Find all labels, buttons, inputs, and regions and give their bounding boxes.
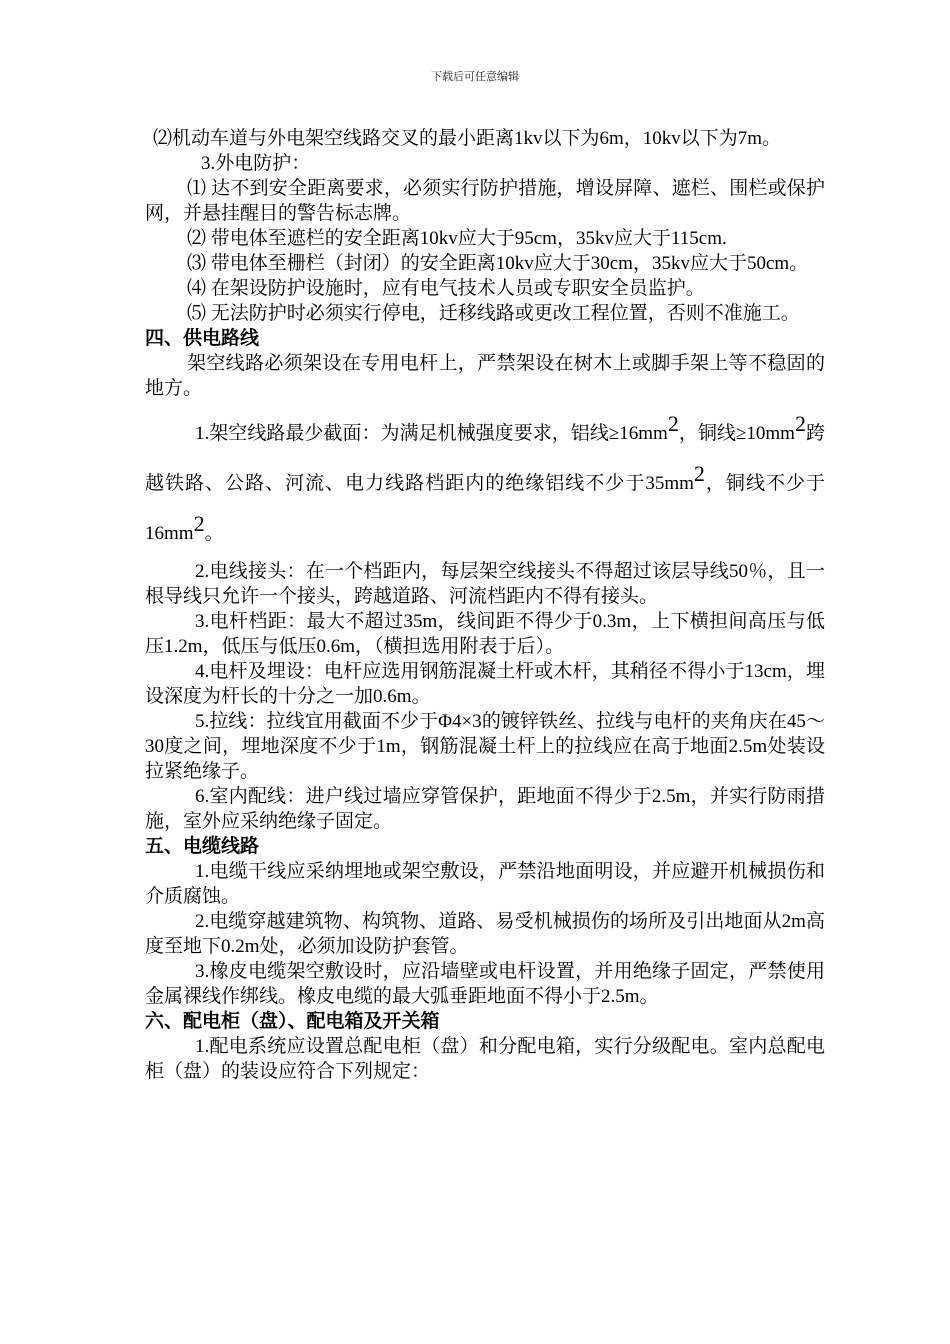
text-run: 。 [204, 523, 224, 544]
paragraph: ⑴ 达不到安全距离要求，必须实行防护措施，增设屏障、遮栏、围栏或保护网，并悬挂醒目的警告标志牌。 [145, 178, 825, 224]
paragraph: 4.电杆及埋设：电杆应选用钢筋混凝土杆或木杆，其稍径不得小于13cm，埋设深度为杆长的十分之一加0.6m。 [145, 661, 825, 707]
paragraph: ⑸ 无法防护时必须实行停电，迁移线路或更改工程位置，否则不准施工。 [187, 303, 800, 324]
text-run: 跨越铁路、公路、河流、电力线路档距内的绝缘铝线不少于35mm [145, 423, 825, 494]
paragraph: 3.橡皮电缆架空敷设时，应沿墙壁或电杆设置，并用绝缘子固定，严禁使用金属裸线作绑线。橡皮电缆的最大弧垂距地面不得小于2.5m。 [145, 961, 825, 1007]
paragraph: 6.室内配线：进户线过墙应穿管保护，距地面不得少于2.5m，并实行防雨措施，室外应采纳绝缘子固定。 [145, 786, 825, 832]
paragraph-with-superscripts [145, 409, 825, 559]
paragraph: 5.拉线：拉线宜用截面不少于Φ4×3的镀锌铁丝、拉线与电杆的夹角庆在45～30度之间，埋地深度不少于1m，钢筋混凝土杆上的拉线应在高于地面2.5m处装设拉紧绝缘子。 [145, 711, 825, 782]
paragraph: 1.配电系统应设置总配电柜（盘）和分配电箱，实行分级配电。室内总配电柜（盘）的装设应符合下列规定： [145, 1036, 825, 1082]
superscript: 2 [193, 511, 205, 536]
section-heading: 五、电缆线路 [145, 836, 260, 857]
page-header: 下载后可任意编辑 [431, 71, 519, 83]
text-run: ，铜线不少于16mm [145, 473, 825, 544]
paragraph: ⑵机动车道与外电架空线路交叉的最小距离1kv以下为6m，10kv以下为7m。 [153, 128, 782, 149]
section-heading: 四、供电路线 [145, 328, 260, 349]
superscript: 2 [794, 411, 806, 436]
section-heading: 六、配电柜（盘）、配电箱及开关箱 [145, 1011, 440, 1032]
paragraph: ⑶ 带电体至栅栏（封闭）的安全距离10kv应大于30cm，35kv应大于50cm。 [187, 253, 809, 274]
paragraph: 3.电杆档距：最大不超过35m，线间距不得少于0.3m，上下横担间高压与低压1.2m，低压与低压0.6m，（横担选用附表于后）。 [145, 611, 825, 657]
paragraph: 2.电线接头：在一个档距内，每层架空线接头不得超过该层导线50％，且一根导线只允许一个接头，跨越道路、河流档距内不得有接头。 [145, 561, 825, 607]
text-run: ，铜线≥10mm [678, 423, 795, 444]
paragraph: ⑵ 带电体至遮栏的安全距离10kv应大于95cm，35kv应大于115cm. [187, 228, 727, 249]
text-run: 1.架空线路最少截面：为满足机械强度要求，铝线≥16mm [195, 423, 668, 444]
paragraph: 3.外电防护： [201, 153, 311, 174]
document-body [145, 126, 825, 1084]
superscript: 2 [693, 461, 705, 486]
paragraph: ⑷ 在架设防护设施时，应有电气技术人员或专职安全员监护。 [187, 278, 705, 299]
superscript: 2 [667, 411, 679, 436]
paragraph: 1.电缆干线应采纳埋地或架空敷设，严禁沿地面明设，并应避开机械损伤和介质腐蚀。 [145, 861, 825, 907]
paragraph: 架空线路必须架设在专用电杆上，严禁架设在树木上或脚手架上等不稳固的地方。 [145, 353, 825, 399]
paragraph: 2.电缆穿越建筑物、构筑物、道路、易受机械损伤的场所及引出地面从2m高度至地下0.2m处，必须加设防护套管。 [145, 911, 825, 957]
